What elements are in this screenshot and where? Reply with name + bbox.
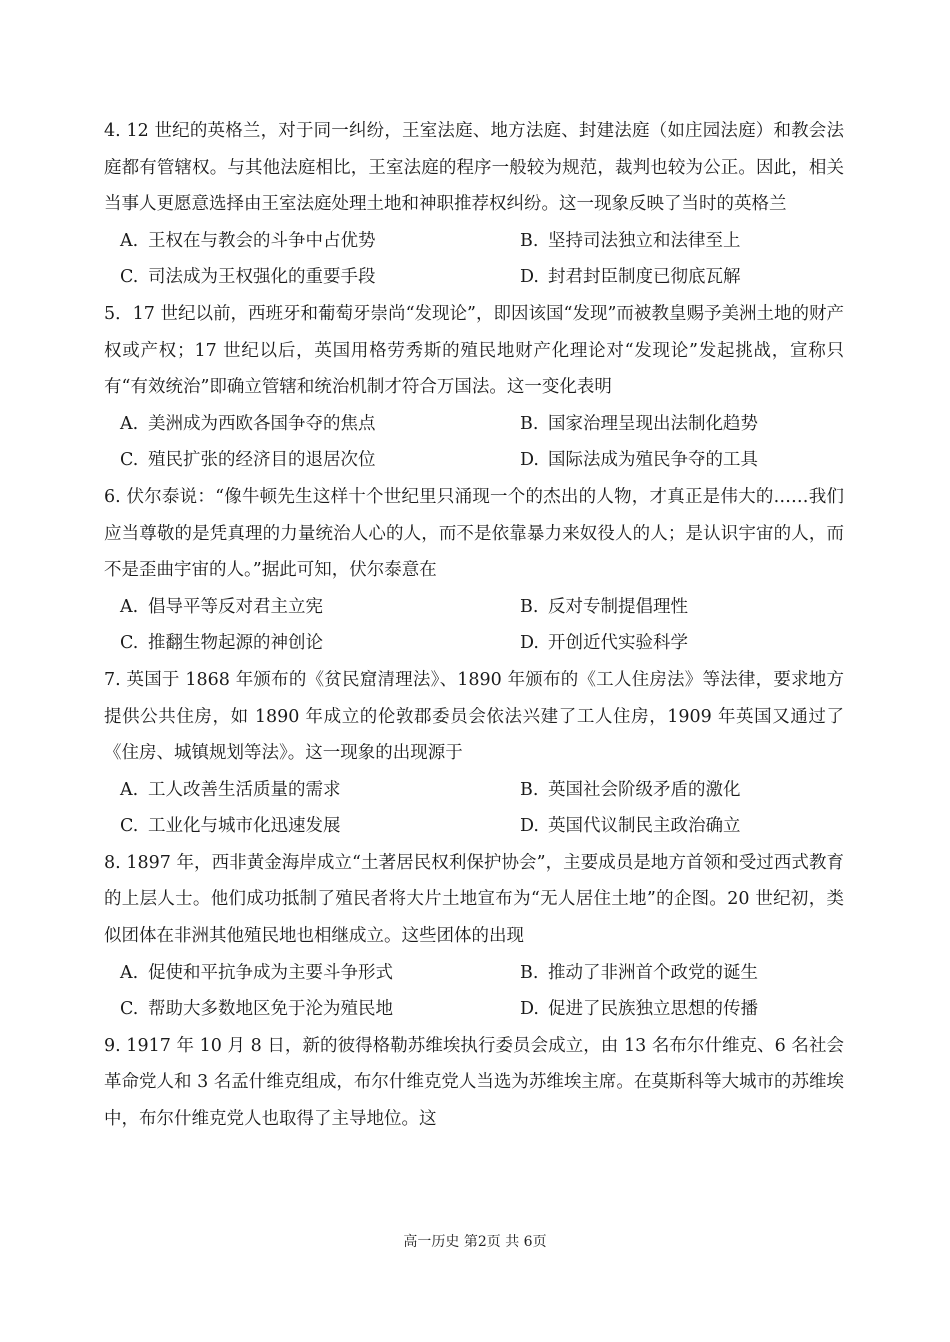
option-c: C. 帮助大多数地区免于沦为殖民地 [120,999,393,1020]
question-stem: 7. 英国于 1868 年颁布的《贫民窟清理法》、1890 年颁布的《工人住房法》等法律，要求地方提供公共住房，如 1890 年成立的伦敦郡委员会依法兴建了工人住房，1909 年英国又通过了《住房、城镇规划等法》。这一现象的出现源于 [104,669,844,764]
question-7 [104,662,844,845]
exam-page [104,113,844,1138]
option-grid [104,223,844,296]
option-grid [104,406,844,479]
question-stem: 6. 伏尔泰说：“像牛顿先生这样十个世纪里只涌现一个的杰出的人物，才真正是伟大的……我们应当尊敬的是凭真理的力量统治人心的人，而不是依靠暴力来奴役人的人；是认识宇宙的人，而不是歪曲宇宙的人。”据此可知，伏尔泰意在 [104,486,844,581]
question-stem: 5．17 世纪以前，西班牙和葡萄牙崇尚“发现论”，即因该国“发现”而被教皇赐予美洲土地的财产权或产权；17 世纪以后，英国用格劳秀斯的殖民地财产化理论对“发现论”发起挑战，宣称只有“有效统治”即确立管辖和统治机制才符合万国法。这一变化表明 [104,303,844,398]
question-9 [104,1028,844,1138]
option-d: D. 国际法成为殖民争夺的工具 [520,450,758,471]
option-c: C. 工业化与城市化迅速发展 [120,816,341,837]
option-grid [104,772,844,845]
option-a: A. 倡导平等反对君主立宪 [120,596,323,617]
option-d: D. 促进了民族独立思想的传播 [520,999,758,1020]
option-grid [104,955,844,1028]
question-stem: 8. 1897 年，西非黄金海岸成立“土著居民权利保护协会”，主要成员是地方首领和受过西式教育的上层人士。他们成功抵制了殖民者将大片土地宣布为“无人居住土地”的企图。20 世纪初，类似团体在非洲其他殖民地也相继成立。这些团体的出现 [104,852,844,947]
option-c: C. 推翻生物起源的神创论 [120,633,323,654]
option-b: B. 坚持司法独立和法律至上 [520,230,741,251]
option-grid [104,589,844,662]
option-b: B. 推动了非洲首个政党的诞生 [520,962,758,983]
option-d: D. 开创近代实验科学 [520,633,688,654]
question-8 [104,845,844,1028]
option-c: C. 司法成为王权强化的重要手段 [120,267,376,288]
question-5 [104,296,844,479]
question-6 [104,479,844,662]
option-a: A. 工人改善生活质量的需求 [120,779,341,800]
option-d: D. 封君封臣制度已彻底瓦解 [520,267,741,288]
option-a: A. 美洲成为西欧各国争夺的焦点 [120,413,376,434]
option-b: B. 英国社会阶级矛盾的激化 [520,779,741,800]
question-stem: 4. 12 世纪的英格兰，对于同一纠纷，王室法庭、地方法庭、封建法庭（如庄园法庭）和教会法庭都有管辖权。与其他法庭相比，王室法庭的程序一般较为规范，裁判也较为公正。因此，相关当事人更愿意选择由王室法庭处理土地和神职推荐权纠纷。这一现象反映了当时的英格兰 [104,121,844,215]
option-b: B. 反对专制提倡理性 [520,596,688,617]
option-c: C. 殖民扩张的经济目的退居次位 [120,450,376,471]
option-b: B. 国家治理呈现出法制化趋势 [520,413,758,434]
page-footer: 高一历史 第2页 共 6页 [403,1234,547,1250]
option-d: D. 英国代议制民主政治确立 [520,816,741,837]
option-a: A. 王权在与教会的斗争中占优势 [120,230,376,251]
question-4 [104,113,844,296]
option-a: A. 促使和平抗争成为主要斗争形式 [120,962,393,983]
question-stem: 9. 1917 年 10 月 8 日，新的彼得格勒苏维埃执行委员会成立，由 13 名布尔什维克、6 名社会革命党人和 3 名孟什维克组成，布尔什维克党人当选为苏维埃主席。在莫斯科等大城市的苏维埃中，布尔什维克党人也取得了主导地位。这 [104,1035,844,1130]
